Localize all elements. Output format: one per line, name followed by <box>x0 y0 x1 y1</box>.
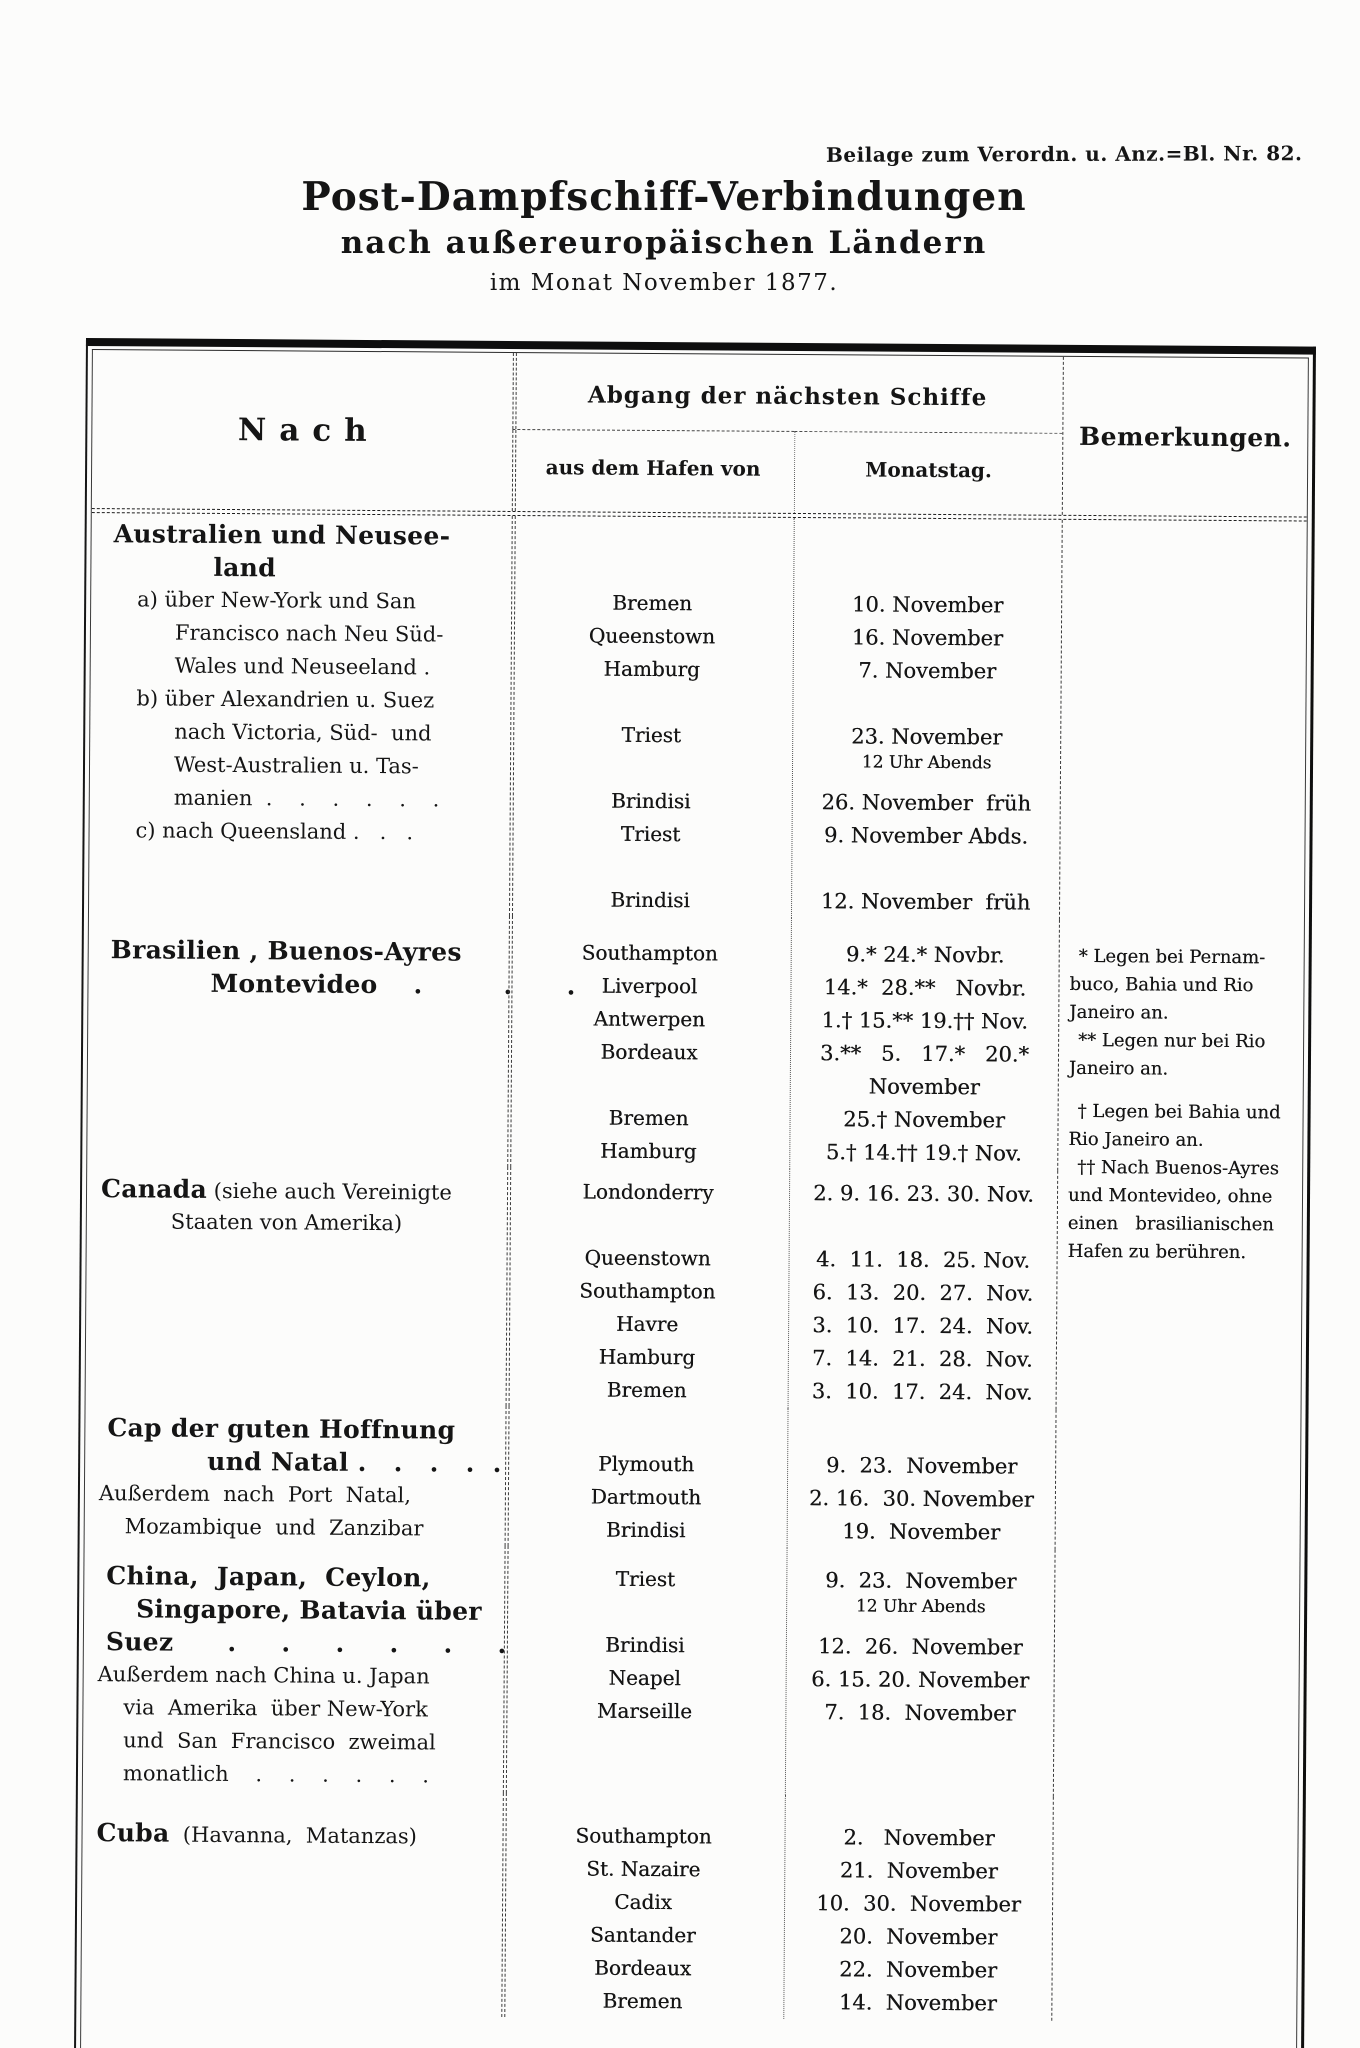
port-line <box>510 685 792 720</box>
destination-cell <box>83 1543 505 1793</box>
date-line: 9. 23. November <box>825 1568 1017 1594</box>
monatstag-cell <box>787 1408 1056 1550</box>
date-line <box>786 1729 1053 1764</box>
section-canada <box>86 1164 1303 1411</box>
date-line: 19. November <box>842 1519 1001 1545</box>
monatstag-cell <box>783 1795 1053 2021</box>
port-line: Liverpool <box>601 973 698 999</box>
destination-lead: Canada <box>100 1174 208 1204</box>
timetable <box>74 338 1316 2048</box>
header-hafen: aus dem Hafen von <box>512 429 795 513</box>
port-line <box>512 520 794 555</box>
masthead-note: Beilage zum Verordn. u. Anz.=Bl. Nr. 82. <box>825 141 1303 167</box>
bemerkungen-cell <box>1053 1550 1300 1799</box>
destination-line: Singapore, Batavia über <box>136 1594 482 1626</box>
bemerkungen-cell <box>1056 1171 1303 1412</box>
port-line: Brindisi <box>605 1517 686 1543</box>
date-line: 12. 26. November <box>817 1634 1023 1660</box>
remark-line: Rio Janeiro an. <box>1068 1128 1204 1151</box>
date-line: 12 Uhr Abends <box>861 752 992 774</box>
date-line: 9.* 24.* Novbr. <box>845 942 1005 968</box>
table-header <box>92 350 1308 516</box>
date-line: November <box>868 1074 980 1100</box>
port-line: Havre <box>616 1311 679 1337</box>
destination-line: Australien und Neusee- <box>113 519 451 551</box>
date-line: 9. November Abds. <box>823 823 1029 849</box>
date-line: 12 Uhr Abends <box>855 1596 986 1618</box>
destination-cell <box>86 1164 508 1406</box>
section-china <box>83 1543 1300 1798</box>
remark-line: * Legen bei Pernam- <box>1078 945 1266 969</box>
remark-line: Janeiro an. <box>1069 1001 1169 1024</box>
table-body <box>81 513 1306 2022</box>
date-line: 14. November <box>838 1990 997 2016</box>
port-line: Santander <box>590 1922 696 1948</box>
section-cap <box>85 1403 1301 1551</box>
destination-line: Cuba (Havanna, Matanzas) <box>96 1818 418 1849</box>
bemerkungen-cell <box>1057 920 1304 1264</box>
port-line: Triest <box>615 1566 676 1592</box>
destination-line: via Amerika über New-York <box>123 1695 428 1722</box>
document-date-line: im Monat November 1877. <box>489 270 839 296</box>
date-line: 20. November <box>839 1924 998 1950</box>
destination-line: und San Francisco zweimal <box>123 1728 436 1755</box>
port-line: Neapel <box>608 1665 681 1691</box>
date-line: 6. 15. 20. November <box>811 1667 1030 1693</box>
date-line: 6. 13. 20. 27. Nov. <box>812 1280 1034 1306</box>
date-line: 1.† 15.** 19.†† Nov. <box>821 1008 1029 1034</box>
monatstag-cell <box>788 1169 1058 1410</box>
remark-line <box>1069 1083 1297 1100</box>
destination-line: Außerdem nach Port Natal, <box>98 1481 412 1508</box>
date-line <box>795 522 1062 557</box>
destination-line: c) nach Queensland . . . <box>135 818 414 845</box>
port-line <box>504 1595 786 1630</box>
port-line: Bremen <box>602 1988 683 2014</box>
destination-line: Francisco nach Neu Süd- <box>174 620 444 647</box>
destination-line: und Natal . . . . . <box>207 1446 502 1478</box>
date-line: 23. November <box>851 724 1003 750</box>
port-line <box>510 751 792 786</box>
destination-line: Wales und Neuseeland . <box>174 653 431 680</box>
destination-line: monatlich . . . . . . <box>122 1761 430 1788</box>
date-line: 5.† 14.†† 19.† Nov. <box>825 1140 1022 1166</box>
remark-line: und Montevideo, ohne <box>1067 1184 1273 1208</box>
destination-cell <box>87 913 576 1167</box>
header-monatstag: Monatstag. <box>794 431 1063 515</box>
destination-lead: Suez <box>105 1627 174 1657</box>
port-line: Bremen <box>608 1105 689 1131</box>
port-line: Hamburg <box>600 1138 697 1164</box>
bemerkungen-cell <box>1055 1410 1301 1552</box>
port-line: Plymouth <box>598 1451 695 1477</box>
port-line: Cadix <box>614 1889 673 1915</box>
port-line <box>507 1208 789 1243</box>
section-australien <box>89 513 1307 921</box>
date-line <box>788 1416 1055 1451</box>
date-line: 14.* 28.** Novbr. <box>823 975 1027 1001</box>
date-line: 16. November <box>851 625 1004 651</box>
port-cell <box>509 516 794 918</box>
port-line <box>508 1068 790 1103</box>
date-line: 22. November <box>839 1957 998 1983</box>
destination-lead: Cuba <box>96 1818 170 1848</box>
bemerkungen-cell <box>1051 1797 1298 2023</box>
port-cell <box>507 916 791 1169</box>
date-line: 4. 11. 18. 25. Nov. <box>815 1247 1031 1273</box>
monatstag-cell <box>789 918 1059 1171</box>
date-line: 7. November <box>858 658 997 684</box>
destination-cell <box>81 1790 503 2017</box>
date-line <box>792 852 1059 887</box>
destination-line: Außerdem nach China u. Japan <box>97 1662 430 1689</box>
document-subtitle: nach außereuropäischen Ländern <box>340 225 988 261</box>
destination-line: a) über New-York und San <box>137 587 417 614</box>
monatstag-cell <box>791 518 1062 920</box>
port-line: Antwerpen <box>593 1006 706 1032</box>
port-line: Londonderry <box>582 1179 714 1205</box>
port-line: Queenstown <box>584 1245 711 1271</box>
remark-line: †† Nach Buenos-Ayres <box>1077 1156 1280 1180</box>
date-line: 10. 30. November <box>816 1891 1021 1917</box>
port-line: Brindisi <box>610 887 690 913</box>
port-cell <box>505 1406 788 1548</box>
destination-line: Suez . . . . . . <box>105 1627 507 1659</box>
header-abgang: Abgang der nächsten Schiffe <box>512 353 1063 433</box>
date-line: 2. November <box>843 1825 995 1851</box>
port-line: Triest <box>621 722 682 748</box>
date-line: 3.** 5. 17.* 20.* <box>819 1041 1030 1067</box>
remark-line: † Legen bei Bahia und <box>1077 1100 1281 1124</box>
port-line: Brindisi <box>610 788 691 814</box>
date-line: 21. November <box>839 1858 998 1884</box>
date-line: 26. November früh <box>821 790 1032 816</box>
port-line <box>505 1414 787 1449</box>
destination-line: China, Japan, Ceylon, <box>106 1561 431 1593</box>
destination-line: Staaten von Amerika) <box>170 1209 403 1236</box>
header-bemerkungen: Bemerkungen. <box>1062 357 1308 517</box>
timetable-inner-border <box>80 349 1309 2048</box>
bemerkungen-cell <box>1059 520 1307 922</box>
section-cuba <box>81 1790 1298 2022</box>
date-line: 3. 10. 17. 24. Nov. <box>811 1379 1033 1405</box>
port-line: Bremen <box>612 590 693 616</box>
date-line: 2. 9. 16. 23. 30. Nov. <box>813 1181 1034 1207</box>
destination-line: b) über Alexandrien u. Suez <box>136 686 435 713</box>
port-cell <box>503 1546 787 1795</box>
destination-line: nach Victoria, Süd- und <box>174 719 432 746</box>
date-line: 2. 16. 30. November <box>808 1486 1034 1512</box>
date-line: 7. 14. 21. 28. Nov. <box>811 1346 1033 1372</box>
destination-line: Montevideo . . . <box>210 968 576 1001</box>
port-cell <box>506 1167 790 1408</box>
port-line: Southampton <box>581 940 718 966</box>
destination-line: Mozambique und Zanzibar <box>124 1514 424 1541</box>
destination-line: Cap der guten Hoffnung <box>107 1413 456 1445</box>
remark-line: Janeiro an. <box>1068 1057 1169 1080</box>
destination-line: Brasilien , Buenos-Ayres <box>110 935 462 967</box>
port-line: Marseille <box>596 1698 693 1724</box>
port-line: Southampton <box>579 1278 716 1304</box>
date-line <box>794 555 1061 590</box>
monatstag-cell <box>785 1548 1055 1797</box>
port-line: Bordeaux <box>600 1039 698 1065</box>
date-line <box>790 1210 1057 1245</box>
date-line: 12. November früh <box>820 889 1031 915</box>
header-nach: Nach <box>237 412 380 450</box>
destination-cell <box>85 1403 506 1546</box>
port-line: Queenstown <box>588 623 716 649</box>
date-line: 25.† November <box>843 1107 1006 1133</box>
port-line: Southampton <box>575 1823 712 1849</box>
date-line: 3. 10. 17. 24. Nov. <box>812 1313 1034 1339</box>
port-line <box>503 1760 785 1795</box>
document-title: Post-Dampfschiff-Verbindungen <box>301 174 1027 220</box>
remark-line: ** Legen nur bei Rio <box>1078 1029 1266 1053</box>
port-line: Brindisi <box>605 1632 685 1658</box>
date-line: 7. 18. November <box>824 1700 1016 1726</box>
port-line: Triest <box>620 821 681 847</box>
destination-lead: Singapore, Batavia <box>136 1594 407 1626</box>
destination-line: Canada (siehe auch Vereinigte <box>100 1174 452 1205</box>
port-line <box>509 850 791 885</box>
port-line <box>503 1727 785 1762</box>
port-line: Bremen <box>606 1377 687 1403</box>
port-line: Dartmouth <box>590 1484 702 1510</box>
remark-line: buco, Bahia und Rio <box>1069 973 1254 997</box>
destination-cell <box>89 513 512 916</box>
destination-line: manien . . . . . . <box>173 785 440 812</box>
remark-line: Hafen zu berühren. <box>1067 1240 1247 1264</box>
port-cell <box>501 1793 785 2019</box>
port-line: Bordeaux <box>594 1955 692 1981</box>
destination-line: land <box>213 552 277 583</box>
port-line: St. Nazaire <box>586 1856 701 1882</box>
date-line <box>793 687 1060 722</box>
port-line <box>511 553 793 588</box>
date-line: 10. November <box>851 592 1004 618</box>
destination-line: West-Australien u. Tas- <box>173 752 419 779</box>
remark-line: einen brasilianischen <box>1067 1212 1274 1236</box>
title-block <box>0 174 1328 296</box>
port-line: Hamburg <box>598 1344 696 1370</box>
date-line: 9. 23. November <box>825 1453 1018 1479</box>
port-line: Hamburg <box>603 656 700 682</box>
date-line <box>786 1762 1053 1797</box>
